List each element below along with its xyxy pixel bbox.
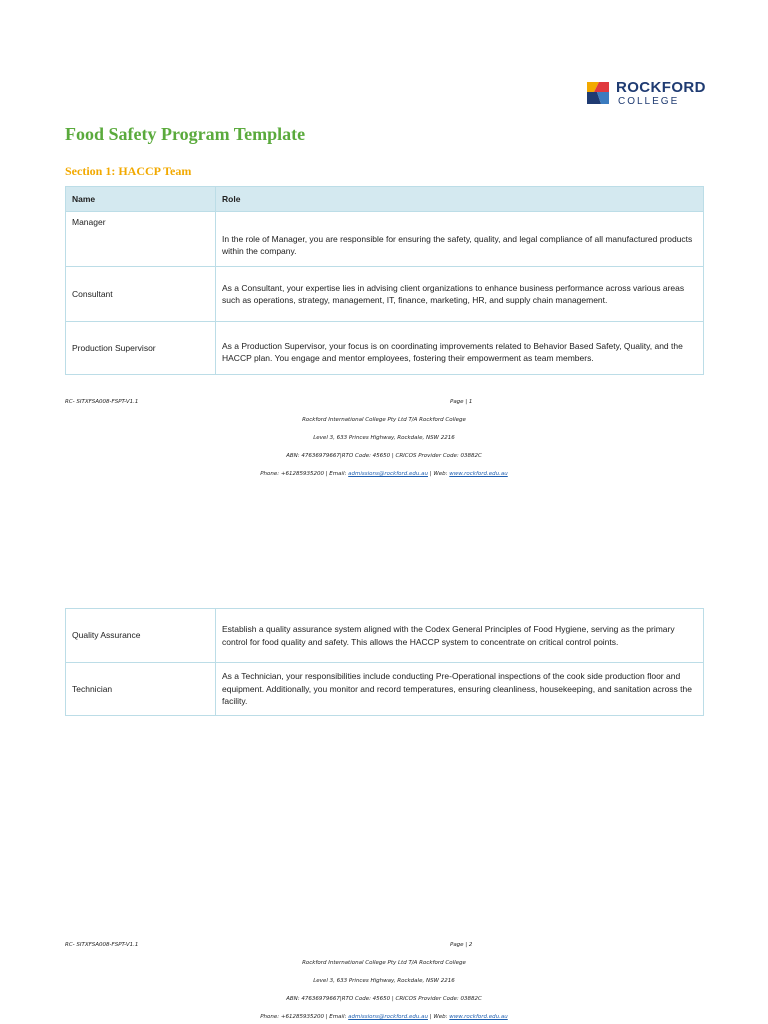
haccp-team-table-continued: [65, 608, 704, 716]
footer-abn: ABN: 47636979667|RTO Code: 45650 | CRICOS Provider Code: 03882C: [286, 996, 482, 1002]
cell-role: Establish a quality assurance system aligned with the Codex General Principles of Food Hygiene, serving as the primary control for food quality and safety. This allows the HACCP system to concentrate on critical control points.: [216, 609, 704, 663]
footer-web-label: | Web:: [428, 1014, 450, 1020]
cell-name: Quality Assurance: [66, 609, 216, 663]
footer-contact: [0, 1014, 768, 1020]
web-link[interactable]: www.rockford.edu.au: [449, 1014, 508, 1020]
table-row: [66, 322, 704, 375]
footer-abn: ABN: 47636979667|RTO Code: 45650 | CRICOS Provider Code: 03882C: [286, 453, 482, 459]
table-row: [66, 267, 704, 322]
document-title: Food Safety Program Template: [65, 124, 306, 144]
document-code: RC- SITXFSA008-FSPT-V1.1: [65, 399, 139, 405]
footer-company: Rockford International College Pty Ltd T/A Rockford College: [302, 417, 466, 423]
document-code: RC- SITXFSA008-FSPT-V1.1: [65, 942, 139, 948]
table-row: [66, 609, 704, 663]
logo-name: ROCKFORD: [616, 79, 706, 96]
cell-name: Consultant: [66, 267, 216, 322]
table-row: [66, 212, 704, 267]
page-number: Page | 2: [450, 942, 473, 948]
page-number: Page | 1: [450, 399, 473, 405]
footer-phone: Phone: +61285935200 | Email:: [260, 1014, 349, 1020]
section-title: Section 1: HACCP Team: [65, 164, 192, 178]
table-row: [66, 663, 704, 716]
footer-company: Rockford International College Pty Ltd T/A Rockford College: [302, 960, 466, 966]
logo-subtitle: COLLEGE: [618, 96, 680, 107]
email-link[interactable]: admissions@rockford.edu.au: [348, 1014, 428, 1020]
cell-role: As a Production Supervisor, your focus is on coordinating improvements related to Behavior Based Safety, Quality, and the HACCP plan. You engage and mentor employees, fostering their empowerment as team members.: [216, 322, 704, 375]
cell-role: As a Consultant, your expertise lies in advising client organizations to enhance business performance across various areas such as operations, strategy, management, IT, finance, marketing, HR, and supply chain management.: [216, 267, 704, 322]
footer-web-label: | Web:: [428, 471, 450, 477]
table-header-row: [66, 187, 704, 212]
header-name: Name: [66, 187, 216, 212]
haccp-team-table: [65, 186, 704, 375]
cell-name: Production Supervisor: [66, 322, 216, 375]
email-link[interactable]: admissions@rockford.edu.au: [348, 471, 428, 477]
footer-address: Level 3, 633 Princes Highway, Rockdale, NSW 2216: [313, 435, 455, 441]
cell-role: In the role of Manager, you are responsible for ensuring the safety, quality, and legal compliance of all manufactured products within the company.: [216, 212, 704, 267]
cell-name: Manager: [66, 212, 216, 267]
footer-contact: [0, 471, 768, 477]
footer-phone: Phone: +61285935200 | Email:: [260, 471, 349, 477]
rockford-logo: [585, 79, 705, 109]
cell-role: As a Technician, your responsibilities include conducting Pre-Operational inspections of the cook side production floor and equipment. Additionally, you monitor and record temperatures, ensuring cleanliness, housekeeping, and sanitation across the facility.: [216, 663, 704, 716]
web-link[interactable]: www.rockford.edu.au: [449, 471, 508, 477]
rockford-emblem-icon: [585, 80, 611, 106]
footer-address: Level 3, 633 Princes Highway, Rockdale, NSW 2216: [313, 978, 455, 984]
header-role: Role: [216, 187, 704, 212]
cell-name: Technician: [66, 663, 216, 716]
